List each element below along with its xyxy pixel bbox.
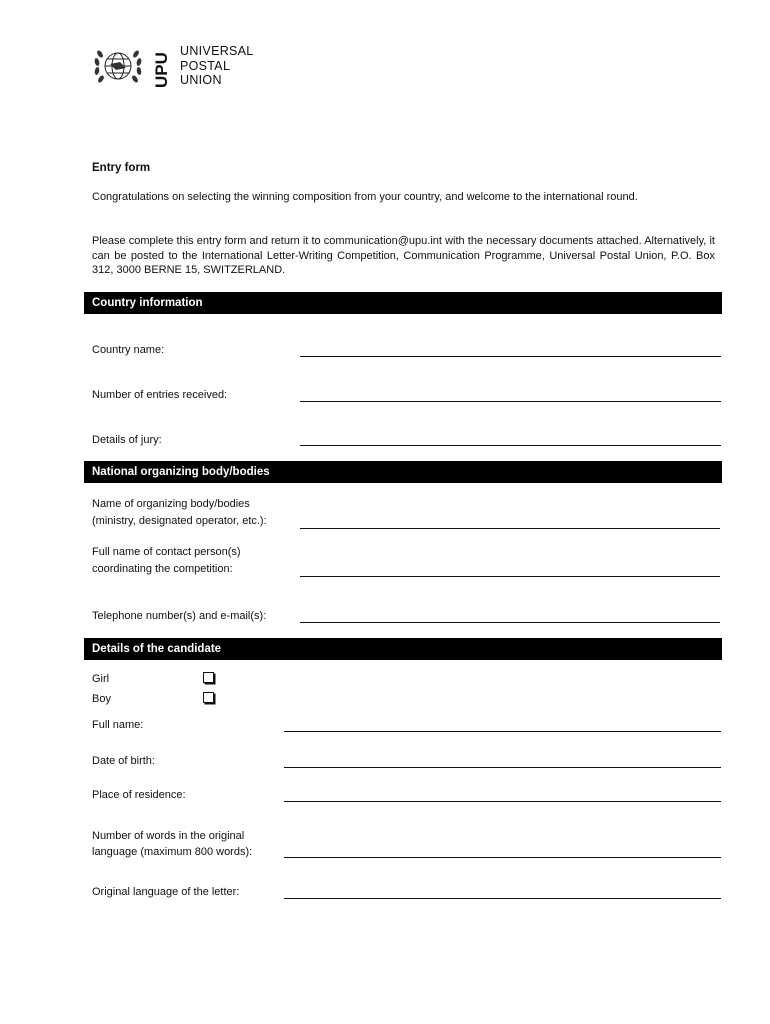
original-language-label: Original language of the letter: <box>92 886 240 898</box>
country-name-field[interactable] <box>300 356 721 357</box>
boy-checkbox[interactable] <box>203 692 214 703</box>
jury-details-field[interactable] <box>300 445 721 446</box>
section-header-country: Country information <box>84 292 722 314</box>
organization-name <box>180 44 254 88</box>
original-language-field[interactable] <box>284 898 721 899</box>
upu-abbrev-logo <box>150 44 172 88</box>
org-name-label-line-2: (ministry, designated operator, etc.): <box>92 515 267 527</box>
word-count-label-line-2: language (maximum 800 words): <box>92 846 253 858</box>
phone-email-field[interactable] <box>300 622 720 623</box>
place-of-residence-label: Place of residence: <box>92 789 186 801</box>
boy-label: Boy <box>92 693 111 705</box>
country-name-label: Country name: <box>92 344 165 356</box>
full-name-field[interactable] <box>284 731 721 732</box>
org-name-field[interactable] <box>300 528 720 529</box>
org-name-line-1: UNIVERSAL <box>180 44 254 58</box>
form-title: Entry form <box>92 162 151 174</box>
upu-abbrev-text: UPU <box>152 52 171 88</box>
org-name-line-3: UNION <box>180 73 222 87</box>
entries-received-label: Number of entries received: <box>92 389 228 401</box>
jury-details-label: Details of jury: <box>92 434 162 446</box>
org-name-line-2: POSTAL <box>180 58 231 73</box>
place-of-residence-field[interactable] <box>284 801 721 802</box>
girl-checkbox[interactable] <box>203 672 214 683</box>
word-count-label-line-1: Number of words in the original <box>92 830 245 842</box>
section-header-organizing-body: National organizing body/bodies <box>84 461 722 483</box>
word-count-field[interactable] <box>284 857 721 858</box>
phone-email-label: Telephone number(s) and e-mail(s): <box>92 610 267 622</box>
upu-emblem-logo <box>90 42 146 90</box>
contact-person-field[interactable] <box>300 576 720 577</box>
instructions-paragraph: Please complete this entry form and return it to communication@upu.int with the necessary documents attached. Alternatively, it can be posted to the International Letter-Writing Competition, Communication Programme, Universal Postal Union, P.O. Box 312, 3000 BERNE 15, SWITZERLAND. <box>92 235 715 276</box>
section-header-candidate: Details of the candidate <box>84 638 722 660</box>
full-name-label: Full name: <box>92 719 144 731</box>
girl-label: Girl <box>92 673 110 685</box>
contact-label-line-1: Full name of contact person(s) <box>92 546 241 558</box>
entries-received-field[interactable] <box>300 401 721 402</box>
date-of-birth-field[interactable] <box>284 767 721 768</box>
contact-label-line-2: coordinating the competition: <box>92 563 233 575</box>
intro-paragraph: Congratulations on selecting the winning composition from your country, and welcome to the international round. <box>92 191 638 203</box>
date-of-birth-label: Date of birth: <box>92 755 155 767</box>
org-name-label-line-1: Name of organizing body/bodies <box>92 498 250 510</box>
